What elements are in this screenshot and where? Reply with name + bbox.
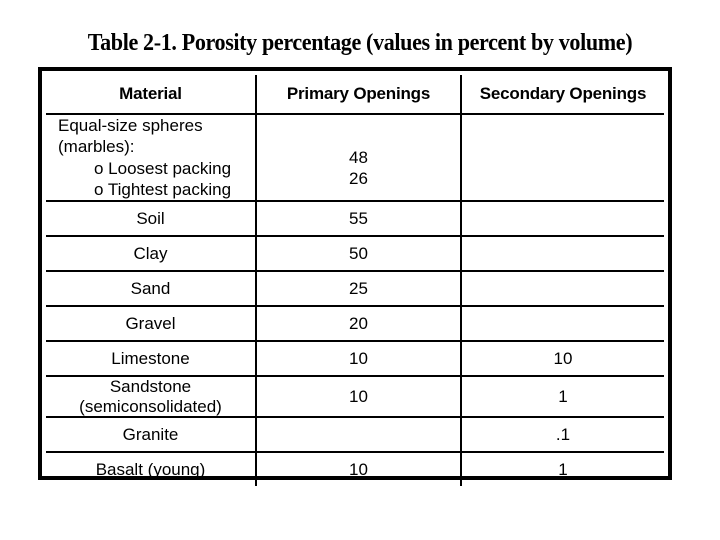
secondary-cell: 1 xyxy=(461,452,664,486)
primary-cell: 10 xyxy=(256,341,461,376)
secondary-cell xyxy=(461,236,664,271)
primary-cell: 20 xyxy=(256,306,461,341)
header-primary-openings: Primary Openings xyxy=(256,75,461,114)
material-cell: Soil xyxy=(46,201,256,236)
table-row xyxy=(46,376,664,417)
material-cell: Gravel xyxy=(46,306,256,341)
primary-cell: 50 xyxy=(256,236,461,271)
secondary-cell xyxy=(461,114,664,201)
primary-cell xyxy=(256,417,461,452)
table-title: Table 2-1. Porosity percentage (values in percent by volume) xyxy=(87,30,633,56)
material-cell: Granite xyxy=(46,417,256,452)
primary-value-loosest: 48 xyxy=(349,147,368,167)
porosity-table-frame xyxy=(38,67,672,480)
header-secondary-openings: Secondary Openings xyxy=(461,75,664,114)
table-row xyxy=(46,236,664,271)
spheres-item-tightest: o Tightest packing xyxy=(94,179,232,199)
spheres-item-loosest: o Loosest packing xyxy=(94,158,232,178)
porosity-table xyxy=(46,75,664,486)
spheres-group-label: Equal-size spheres (marbles): xyxy=(58,116,203,157)
material-cell: Clay xyxy=(46,236,256,271)
primary-cell: 55 xyxy=(256,201,461,236)
secondary-cell: .1 xyxy=(461,417,664,452)
table-row-spheres xyxy=(46,114,664,201)
material-cell: Limestone xyxy=(46,341,256,376)
table-row xyxy=(46,452,664,486)
secondary-cell: 10 xyxy=(461,341,664,376)
material-cell: Sand xyxy=(46,271,256,306)
secondary-cell xyxy=(461,201,664,236)
header-material: Material xyxy=(46,75,256,114)
table-row xyxy=(46,201,664,236)
table-row xyxy=(46,341,664,376)
table-row xyxy=(46,271,664,306)
primary-cell: 10 xyxy=(256,452,461,486)
primary-cell: 25 xyxy=(256,271,461,306)
primary-cell: 10 xyxy=(256,376,461,417)
secondary-cell xyxy=(461,271,664,306)
primary-value-tightest: 26 xyxy=(349,169,368,189)
header-row xyxy=(46,75,664,114)
material-cell xyxy=(46,114,256,201)
primary-cell xyxy=(256,114,461,201)
secondary-cell: 1 xyxy=(461,376,664,417)
secondary-cell xyxy=(461,306,664,341)
table-row xyxy=(46,306,664,341)
material-cell: Sandstone (semiconsolidated) xyxy=(46,376,256,417)
table-row xyxy=(46,417,664,452)
material-cell: Basalt (young) xyxy=(46,452,256,486)
